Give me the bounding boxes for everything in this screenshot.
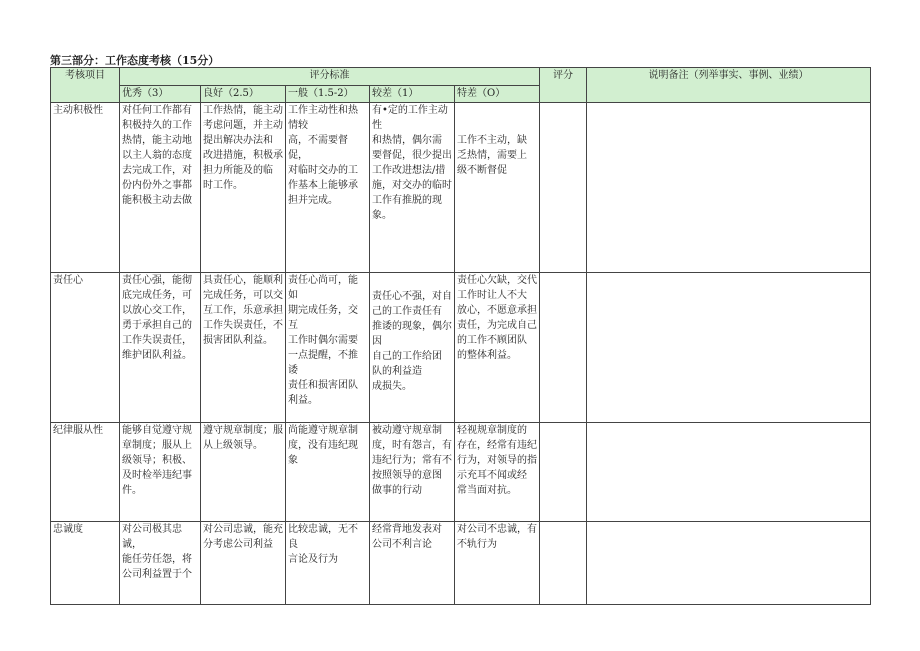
criteria-cell: 尚能遵守规章制 度，没有违纪现象 xyxy=(286,423,370,522)
criteria-cell: 工作主动性和热情较 高，不需要督促， 对临时交办的工 作基本上能够承 担并完成。 xyxy=(286,103,370,273)
item-name: 纪律服从性 xyxy=(51,423,120,522)
score-cell[interactable] xyxy=(540,273,587,423)
table-row xyxy=(51,423,871,522)
remarks-cell[interactable] xyxy=(587,522,871,605)
criteria-cell: 轻视规章制度的 存在，经常有违纪 行为，对领导的指 示充耳不闻或经 常当面对抗。 xyxy=(455,423,540,522)
section-title: 第三部分：工作态度考核（15分） xyxy=(50,54,220,67)
criteria-cell: 被动遵守规章制 度，时有怨言，有 违纪行为；常有不 按照领导的意图 做事的行动 xyxy=(370,423,455,522)
criteria-cell: 责任心不强，对自 己的工作责任有 推诿的现象，偶尔 因 自己的工作给团 队的利益造 成损失。 xyxy=(370,273,455,423)
criteria-cell: 责任心尚可，能如 期完成任务，交互 工作时偶尔需要 一点提醒，不推诿 责任和损害团队 利益。 xyxy=(286,273,370,423)
header-criteria: 评分标准 xyxy=(120,68,540,86)
criteria-cell: 有•定的工作主动性 和热情，偶尔需 要督促，很少提出 工作改进想法/措 施，对交办的临时 工作有推脱的现 象。 xyxy=(370,103,455,273)
item-name: 忠诚度 xyxy=(51,522,120,605)
criteria-cell: 能够自觉遵守规 章制度；服从上 级领导；积极、 及时检举违纪事 件。 xyxy=(120,423,201,522)
remarks-cell[interactable] xyxy=(587,103,871,273)
criteria-cell: 对公司忠诚，能充 分考虑公司利益 xyxy=(201,522,286,605)
item-name: 责任心 xyxy=(51,273,120,423)
table-row xyxy=(51,103,871,273)
criteria-cell: 工作不主动，缺 乏热情，需要上 级不断督促 xyxy=(455,103,540,273)
criteria-cell: 对公司不忠诚，有 不轨行为 xyxy=(455,522,540,605)
header-item: 考核项目 xyxy=(51,68,120,103)
criteria-cell: 对任何工作都有 积极持久的工作 热情，能主动地 以主人翁的态度 去完成工作，对 份内份外之事都 能积极主动去做 xyxy=(120,103,201,273)
level-good: 良好（2.5） xyxy=(201,86,286,103)
criteria-cell: 工作热情，能主动 考虑问题，并主动 提出解决办法和 改进措施，积极承 担力所能及的临 时工作。 xyxy=(201,103,286,273)
criteria-cell: 经常背地发表对 公司不利言论 xyxy=(370,522,455,605)
level-excellent: 优秀（3） xyxy=(120,86,201,103)
criteria-cell: 对公司极其忠诚， 能任劳任怨，将 公司利益置于个 xyxy=(120,522,201,605)
level-average: 一般（1.5-2） xyxy=(286,86,370,103)
header-remarks: 说明备注（列举事实、事例、业绩） xyxy=(587,68,871,103)
remarks-cell[interactable] xyxy=(587,423,871,522)
table-row xyxy=(51,522,871,605)
attitude-assessment-table xyxy=(50,67,871,605)
score-cell[interactable] xyxy=(540,423,587,522)
level-poor: 较差（1） xyxy=(370,86,455,103)
criteria-cell: 具责任心，能顺利 完成任务，可以交 互工作，乐意承担 工作失误责任，不 损害团队利益。 xyxy=(201,273,286,423)
criteria-cell: 责任心强，能彻 底完成任务，可 以放心交工作， 勇于承担自己的 工作失误责任， 维护团队利益。 xyxy=(120,273,201,423)
header-score: 评分 xyxy=(540,68,587,103)
criteria-cell: 比较忠诚，无不良 言论及行为 xyxy=(286,522,370,605)
table-row xyxy=(51,273,871,423)
level-very-poor: 特差（O） xyxy=(455,86,540,103)
criteria-cell: 责任心欠缺，交代 工作时让人不大 放心，不愿意承担 责任，为完成自己 的工作不顾团队 的整体利益。 xyxy=(455,273,540,423)
item-name: 主动积极性 xyxy=(51,103,120,273)
remarks-cell[interactable] xyxy=(587,273,871,423)
score-cell[interactable] xyxy=(540,103,587,273)
criteria-cell: 遵守规章制度；服 从上级领导。 xyxy=(201,423,286,522)
score-cell[interactable] xyxy=(540,522,587,605)
